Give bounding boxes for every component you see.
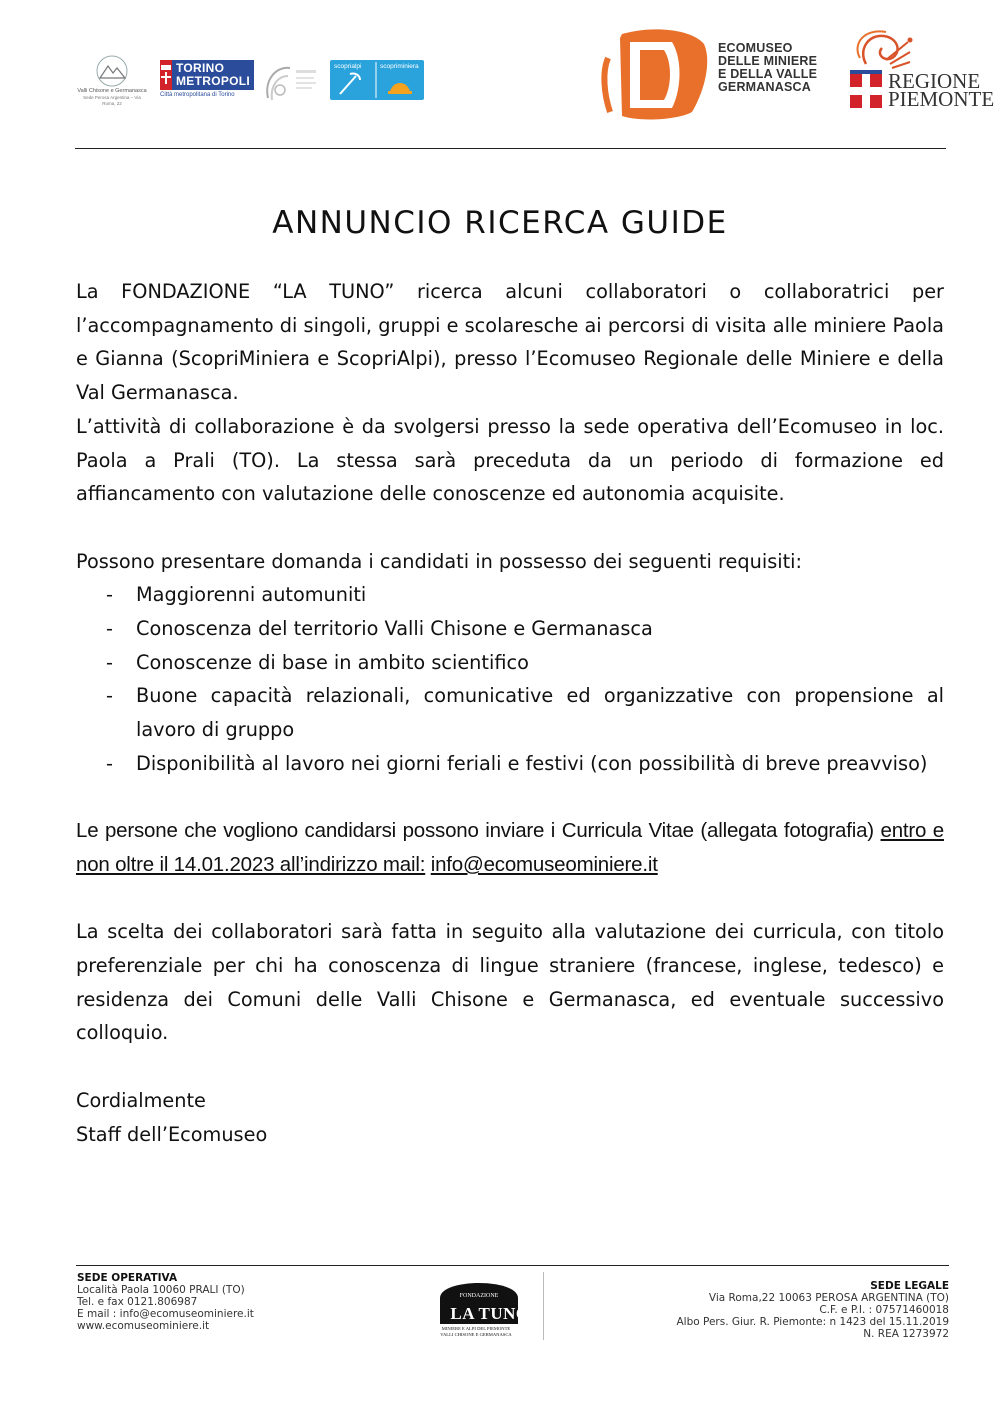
intro-paragraph: La FONDAZIONE “LA TUNO” ricerca alcuni collaboratori o collaboratrici per l’accompagnamento di singoli, gruppi e scolaresche ai percorsi di visita alle miniere Paola e Gianna (ScopriMiniera e ScopriAlpi), presso l’Ecomuseo Regionale delle Miniere e della Val Germanasca. — [76, 280, 944, 405]
page-title: ANNUNCIO RICERCA GUIDE — [272, 205, 728, 241]
list-item: - Maggiorenni automuniti — [106, 583, 367, 607]
sede-legale-rea: N. REA 1273972 — [863, 1328, 949, 1340]
requirements-list — [76, 578, 944, 780]
tuno-line2: VALLI CHISONE E GERMANASCA — [440, 1332, 512, 1337]
spiral-icon — [858, 31, 913, 68]
list-item: - Disponibilità al lavoro nei giorni feriali e festivi (con possibilità di breve preavviso) — [106, 751, 928, 775]
torino-crown-icon — [160, 60, 172, 90]
regione-word: REGIONE — [888, 69, 981, 93]
ecomuseo-line4: GERMANASCA — [718, 80, 811, 94]
candidacy-paragraph — [76, 814, 944, 881]
mountain-circle-icon — [92, 54, 132, 88]
footer-divider — [76, 1265, 949, 1266]
piemonte-word: PIEMONTE — [888, 87, 995, 111]
regione-piemonte-logo — [846, 30, 995, 114]
tuno-name: LA TUNO — [450, 1304, 530, 1323]
selection-paragraph: La scelta dei collaboratori sarà fatta in seguito alla valutazione dei curricula, con titolo preferenziale per chi ha conoscenza di lingue straniere (francese, inglese, tedesco) e residenza dei Comuni delle Valli Chisone e Germanasca, ed eventuale successivo colloquio. — [76, 920, 944, 1045]
torino-word: TORINO — [176, 61, 225, 75]
sede-operativa — [77, 1272, 254, 1332]
header-divider — [75, 148, 946, 149]
valli-chisone-subtitle: Sede Perosa Argentina – Via Roma, 22 — [83, 95, 141, 106]
candidacy-deadline: entro e non oltre il 14.01.2023 all’indirizzo mail: — [76, 819, 944, 876]
torino-metropoli-logo — [160, 60, 251, 106]
activity-paragraph: L’attività di collaborazione è da svolgersi presso la sede operativa dell’Ecomuseo in loc. Paola a Prali (TO). La stessa sarà preceduta da un periodo di formazione ed affiancamento con valutazione delle conoscenze ed autonomia acquisite. — [76, 414, 944, 506]
sede-operativa-email: E mail : info@ecomuseominiere.it — [77, 1308, 254, 1320]
tuno-top-label: FONDAZIONE — [459, 1293, 499, 1299]
ecomuseo-line1: ECOMUSEO — [718, 41, 793, 55]
closing-greeting: Cordialmente — [76, 1088, 206, 1112]
ecomuseo-symbol-icon — [600, 28, 710, 122]
metropoli-word: METROPOLI — [176, 74, 251, 88]
fondazione-la-tuno-logo — [438, 1276, 542, 1338]
announcement-body — [76, 275, 944, 1151]
sede-legale-address: Via Roma,22 10063 PEROSA ARGENTINA (TO) — [708, 1292, 949, 1304]
requirements-intro: Possono presentare domanda i candidati in possesso dei seguenti requisiti: — [76, 549, 803, 573]
candidacy-lead: Le persone che vogliono candidarsi possono inviare i Curricula Vitae (allegata fotografia) — [76, 819, 874, 843]
ecomuseo-line3: E DELLA VALLE — [718, 67, 818, 81]
sede-legale — [676, 1280, 949, 1340]
ecomuseo-logo — [600, 28, 830, 122]
list-item: - Conoscenze di base in ambito scientifico — [106, 650, 529, 674]
sede-legale-heading: SEDE LEGALE — [870, 1280, 949, 1292]
tuno-line1: MINIERE E ALPI DEL PIEMONTE — [441, 1326, 511, 1331]
sede-legale-albo: Albo Pers. Giur. R. Piemonte: n 1423 del 15.11.2019 — [676, 1316, 949, 1328]
gal-logo — [262, 60, 320, 106]
list-item: - Buone capacità relazionali, comunicative ed organizzative con propensione al lavoro di gruppo — [106, 684, 944, 742]
sede-operativa-heading: SEDE OPERATIVA — [77, 1272, 178, 1284]
scopriminiera-label: scopriminiera — [380, 63, 419, 70]
valli-chisone-name: Valli Chisone e Germanasca — [77, 88, 147, 94]
torino-subtitle: Città metropolitana di Torino — [160, 92, 235, 98]
footer-separator — [543, 1272, 544, 1340]
piemonte-shield-icon — [850, 70, 882, 108]
sede-legale-cf: C.F. e P.I. : 07571460018 — [819, 1304, 949, 1316]
scoprialpi-label: scoprialpi — [334, 63, 362, 70]
sede-operativa-website[interactable]: www.ecomuseominiere.it — [77, 1320, 210, 1332]
closing-signature: Staff dell’Ecomuseo — [76, 1122, 268, 1146]
email-link[interactable]: info@ecomuseominiere.it — [430, 852, 658, 876]
ecomuseo-line2: DELLE MINIERE — [718, 54, 818, 68]
sede-operativa-address: Località Paola 10060 PRALI (TO) — [77, 1284, 245, 1296]
sede-operativa-phone: Tel. e fax 0121.806987 — [77, 1296, 198, 1308]
scoprialpi-scopriminiera-logo — [330, 60, 424, 100]
valli-chisone-logo — [76, 54, 148, 108]
list-item: - Conoscenza del territorio Valli Chisone e Germanasca — [106, 617, 653, 641]
